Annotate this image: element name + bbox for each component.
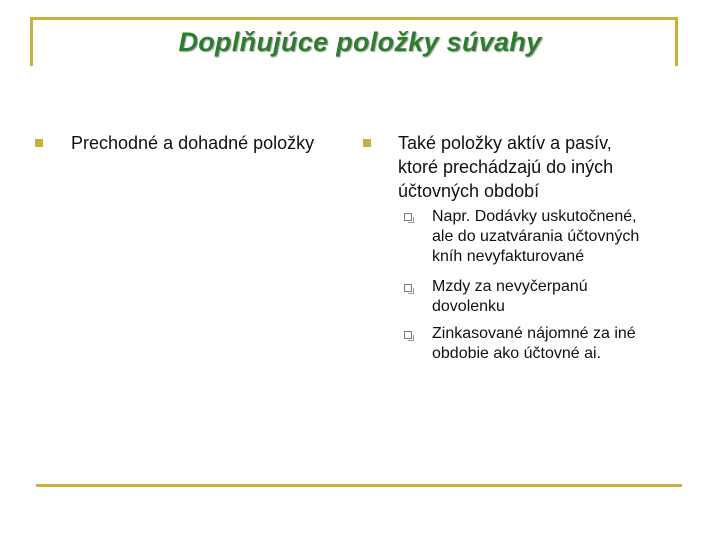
sub-bullet-line: Zinkasované nájomné za iné — [432, 325, 636, 342]
sub-bullet-line: Mzdy za nevyčerpanú — [432, 278, 588, 295]
hollow-square-icon — [404, 284, 412, 292]
right-bullet-line: ktoré prechádzajú do iných — [398, 157, 614, 177]
sub-bullet-text — [432, 277, 588, 317]
bullet-square-icon — [363, 139, 371, 147]
sub-bullet-text — [432, 207, 639, 267]
bullet-square-icon — [35, 139, 43, 147]
right-bullet-line: Také položky aktív a pasív, — [398, 133, 612, 153]
slide-title: Doplňujúce položky súvahy — [178, 27, 542, 57]
sub-bullet-line: obdobie ako účtovné ai. — [432, 345, 602, 362]
frame-top-line — [30, 17, 678, 20]
hollow-square-icon — [404, 331, 412, 339]
hollow-square-icon — [404, 213, 412, 221]
sub-bullet-line: kníh nevyfakturované — [432, 248, 585, 265]
sub-bullet-line: Napr. Dodávky uskutočnené, — [432, 208, 637, 225]
sub-bullet-line: dovolenku — [432, 298, 505, 315]
right-bullet-text — [398, 131, 613, 203]
right-bullet-line: účtovných období — [398, 181, 540, 201]
frame-bottom-line — [36, 484, 682, 487]
sub-bullet-line: ale do uzatvárania účtovných — [432, 228, 640, 245]
left-bullet-text: Prechodné a dohadné položky — [71, 133, 315, 153]
sub-bullet-text — [432, 324, 636, 364]
